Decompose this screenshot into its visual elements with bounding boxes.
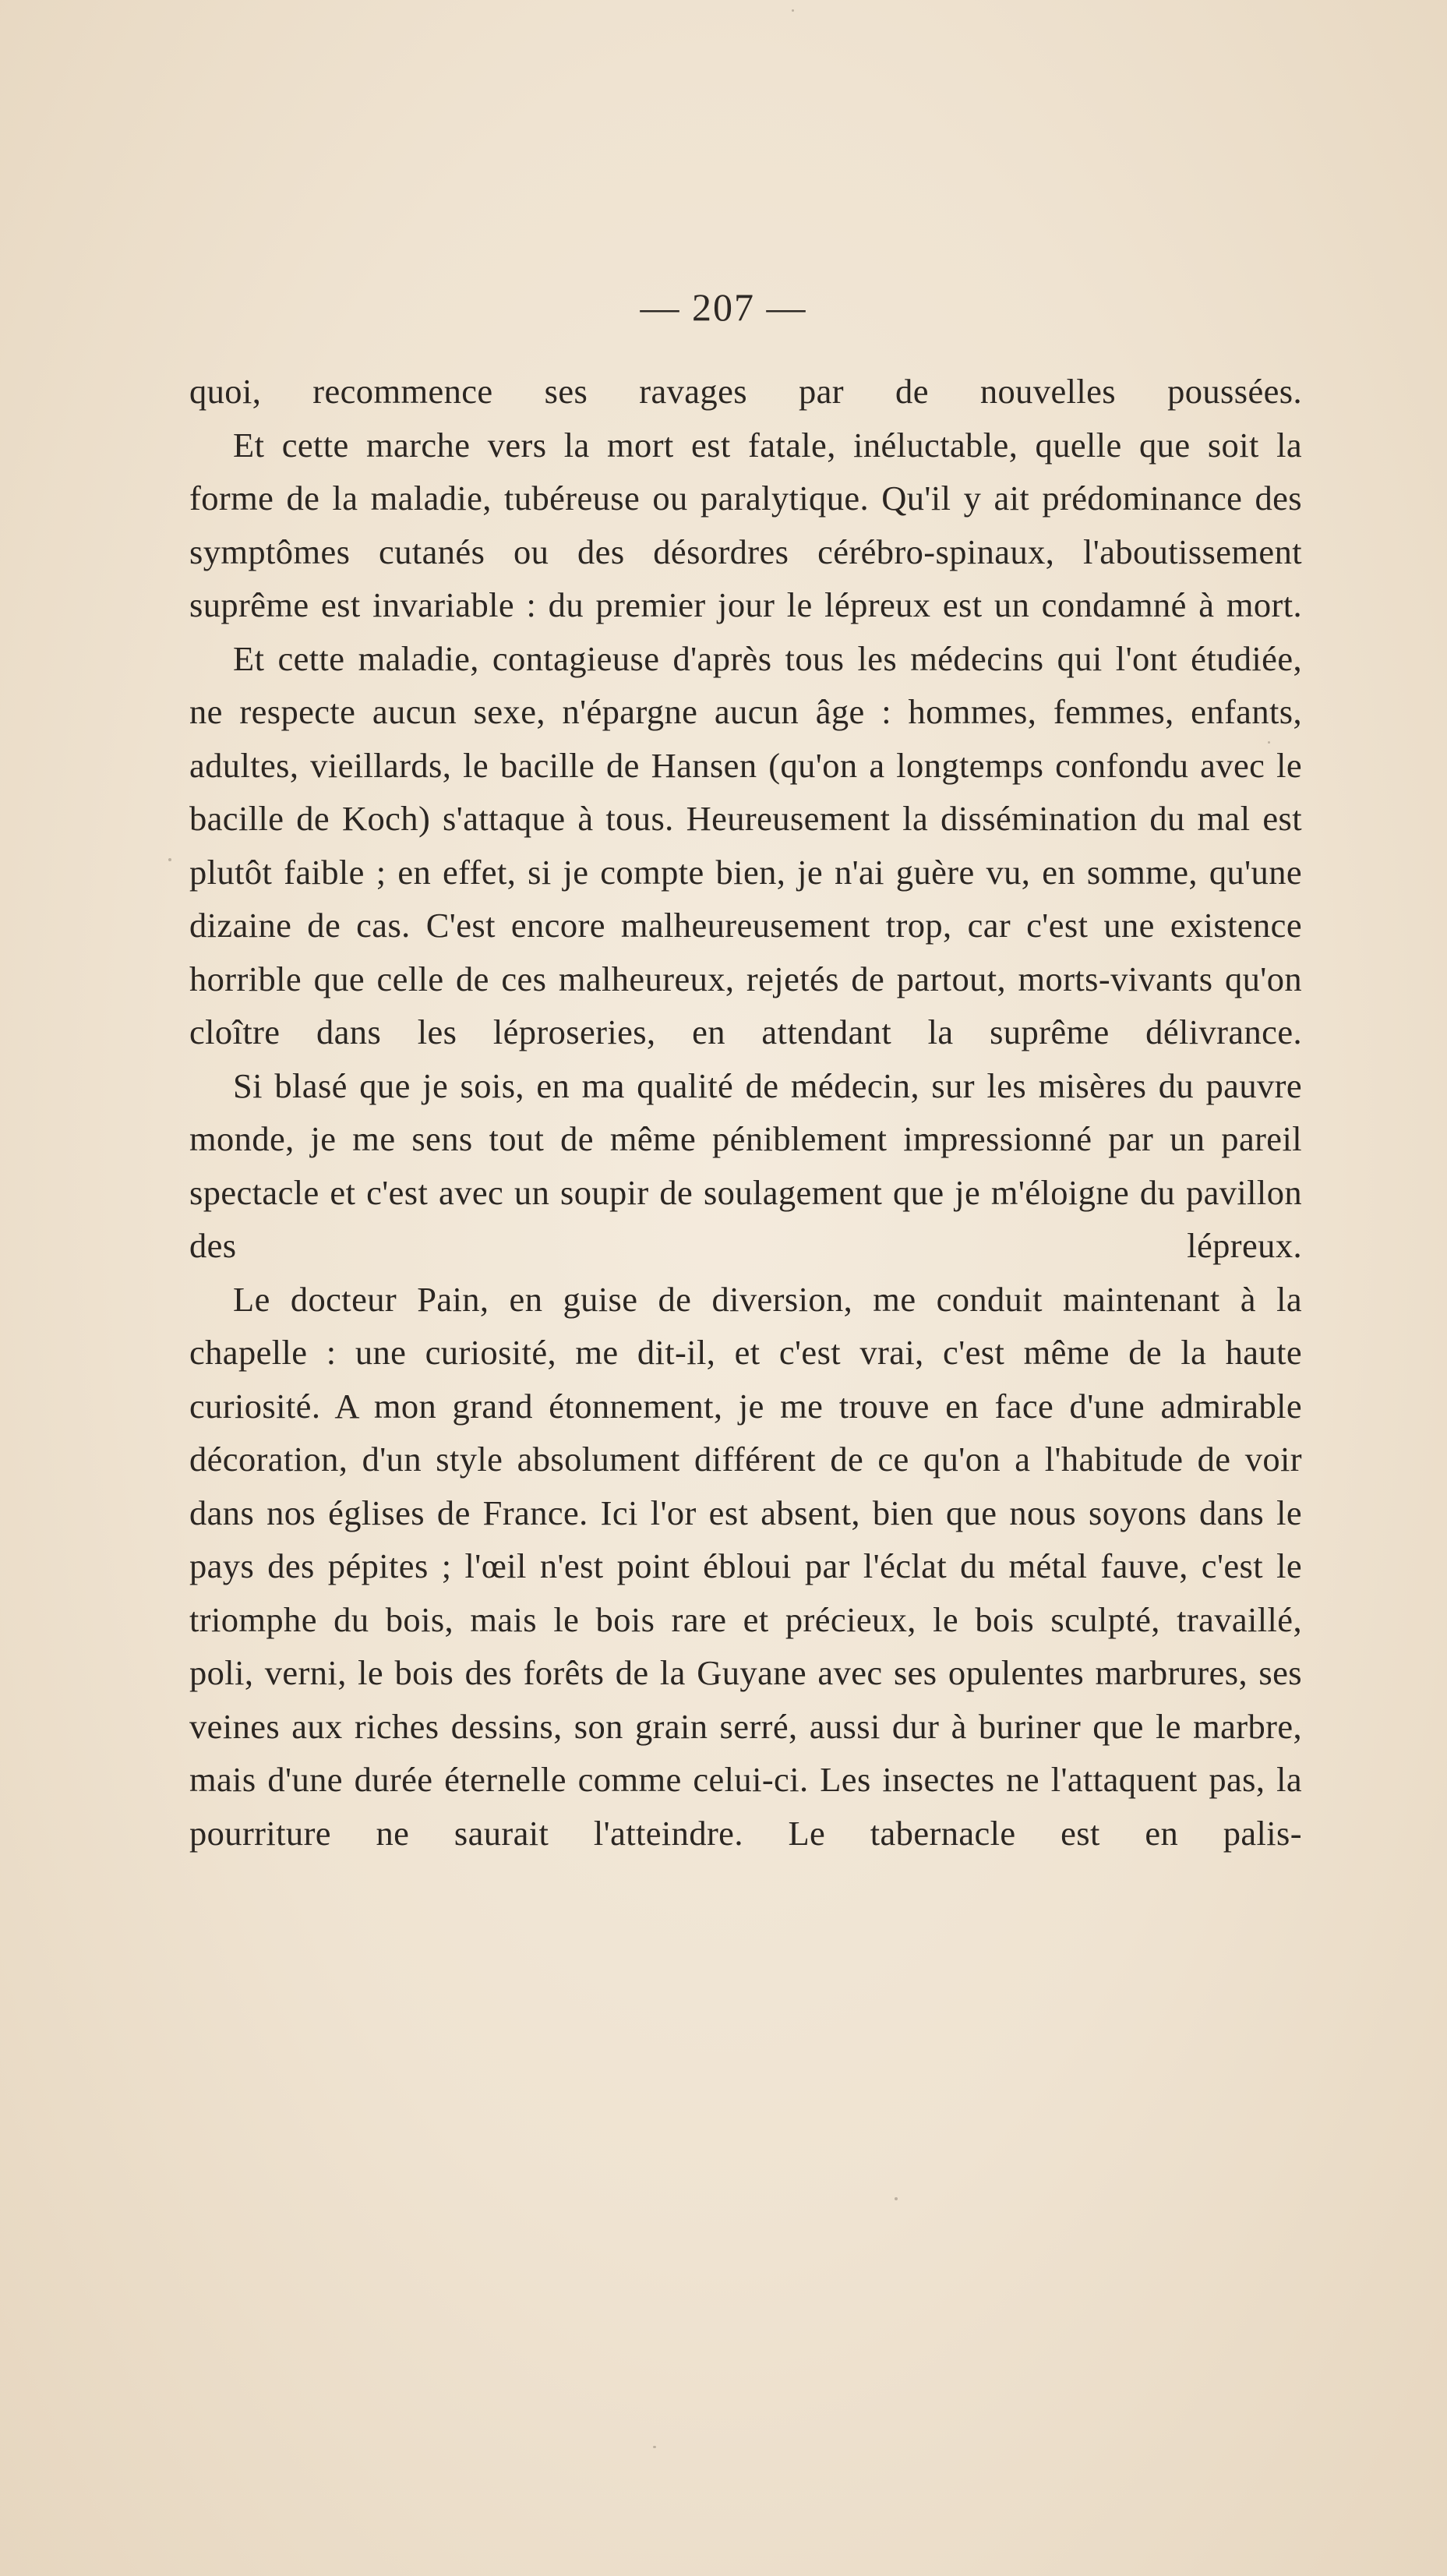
paper-speck <box>895 2197 898 2200</box>
paragraph: Et cette maladie, contagieuse d'après tous les médecins qui l'ont étudiée, ne respecte aucun sexe, n'épargne aucun âge : hommes, femmes, enfants, adultes, vieillards, le bacille de Hansen (qu'on a longtemps confondu avec le bacille de Koch) s'attaque à tous. Heureusement la dissémination du mal est plutôt faible ; en effet, si je compte bien, je n'ai guère vu, en somme, qu'une dizaine de cas. C'est encore malheureusement trop, car c'est une existence horrible que celle de ces malheureux, rejetés de partout, morts-vivants qu'on cloître dans les léproseries, en attendant la suprême délivrance. <box>189 638 1302 1051</box>
body-text <box>189 365 1302 1860</box>
paragraph: Le docteur Pain, en guise de diversion, me conduit maintenant à la chapelle : une curiosité, me dit-il, et c'est vrai, c'est même de la haute curiosité. A mon grand étonnement, je me trouve en face d'une admirable décoration, d'un style absolument différent de ce qu'on a l'habitude de voir dans nos églises de France. Ici l'or est absent, bien que nous soyons dans le pays des pépites ; l'œil n'est point ébloui par l'éclat du métal fauve, c'est le triomphe du bois, mais le bois rare et précieux, le bois sculpté, travaillé, poli, verni, le bois des forêts de la Guyane avec ses opulentes marbrures, ses veines aux riches dessins, son grain serré, aussi dur à buriner que le marbre, mais d'une durée éternelle comme celui-ci. Les insectes ne l'attaquent pas, la pourriture ne saurait l'atteindre. Le tabernacle est en palis- <box>189 1279 1302 1853</box>
paragraph-continued: quoi, recommence ses ravages par de nouvelles poussées. <box>189 372 1302 411</box>
paper-speck <box>653 2446 656 2448</box>
paragraph: Si blasé que je sois, en ma qualité de médecin, sur les misères du pauvre monde, je me sens tout de même péniblement impressionné par un pareil spectacle et c'est avec un soupir de soulagement que je m'éloigne du pavillon des lépreux. <box>189 1065 1302 1265</box>
page-number: — 207 — <box>640 285 807 329</box>
paper-speck <box>1268 741 1270 744</box>
paper-speck <box>792 9 794 12</box>
paragraph: Et cette marche vers la mort est fatale, inéluctable, quelle que soit la forme de la maladie, tubéreuse ou paralytique. Qu'il y ait prédominance des symptômes cutanés ou des désordres cérébro-spinaux, l'aboutissement suprême est invariable : du premier jour le lépreux est un condamné à mort. <box>189 425 1302 624</box>
paper-speck <box>168 858 171 861</box>
